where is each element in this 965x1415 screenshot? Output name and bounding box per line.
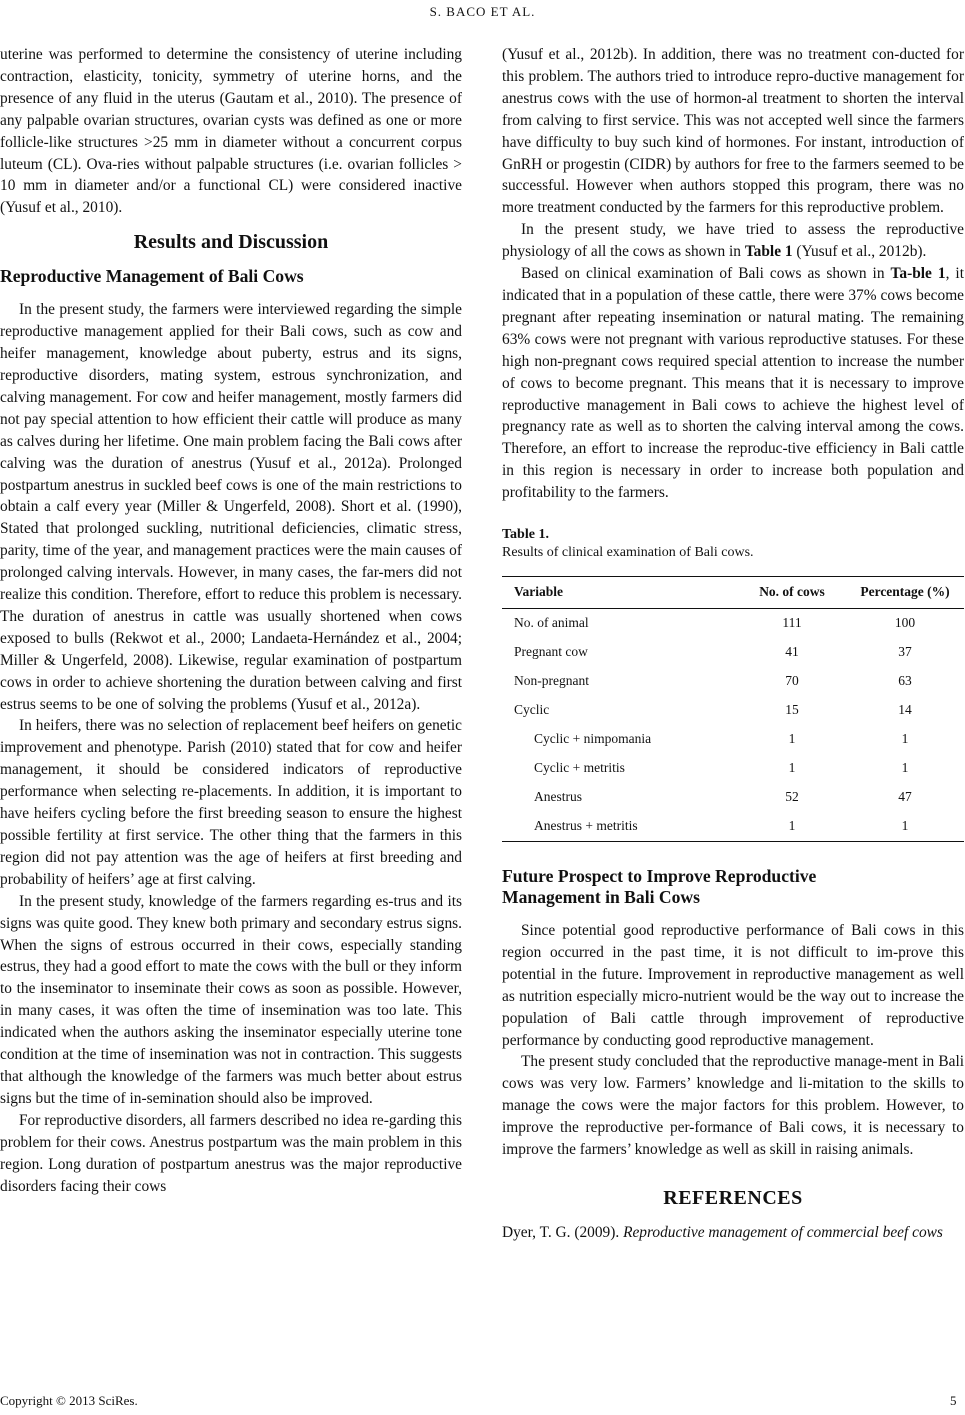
column-header: Percentage (%)	[846, 577, 964, 609]
page-number: 5	[950, 1393, 957, 1408]
subsection-title-line: Future Prospect to Improve Reproductive	[502, 866, 817, 887]
column-header: Variable	[502, 577, 738, 609]
cell-variable: Cyclic + nimpomania	[534, 731, 652, 747]
cell-variable: Cyclic	[514, 702, 550, 718]
table-row	[502, 812, 964, 842]
cell-count: 111	[782, 615, 802, 631]
paragraph: In the present study, the farmers were interviewed regarding the simple reproductive management applied for their Bali cows, such as cow and heifer management, knowledge about puberty, estrus and its signs, reproductive disorders, mating system, estrous synchronization, and calving management. For cow and heifer management, mostly farmers did not pay special attention to how efficient their cattle will produce as many as calves during her lifetime. One main problem facing the Bali cows after calving was the duration of anestrus (Yusuf et al., 2012a). Prolonged postpartum anestrus in suckled beef cows is one of the main restrictions to obtain a calf every year (Miller & Ungerfeld, 2008). Short et al. (1990), Stated that prolonged suckling, nutritional deficiencies, climatic stress, parity, time of the year, and management practices were the main causes of prolonged calving intervals. However, in many cases, the far-mers did not realize this condition. Therefore, effort to reduce this problem is necessary. The duration of anestrus in cattle was usually shortened when cows exposed to bulls (Rekwot et al., 2000; Landaeta-Hernández et al., 2004; Miller & Ungerfeld, 2008). Likewise, regular examination of postpartum cows in order to achieve shortening the duration between calving and first estrus seems to be one of solving the problems (Yusuf et al., 2012a).	[0, 301, 462, 713]
results-table	[502, 576, 964, 842]
cell-percent: 1	[901, 760, 909, 776]
intro-paragraph: uterine was performed to determine the consistency of uterine including contraction, elasticity, tonicity, symmetry of uterine horns, and the presence of any fluid in the uterus (Gautam et al., 2010). The presence of any palpable ovarian structures, ovarian cysts was defined as one or more follicle-like structures >25 mm in diameter without a concurrent corpus luteum (CL). Ova-ries without palpable structures (i.e. ovarian follicles > 10 mm in diameter and/or a functional CL) were considered inactive (Yusuf et al., 2010).	[0, 46, 462, 217]
paragraph: (Yusuf et al., 2012b). In addition, there was no treatment con-ducted for this problem. The authors tried to introduce repro-ductive management for anestrus cows with the use of hormon-al treatment to shorten the interval from calving to first service. This was not accepted well since the farmers have difficulty to buy such kind of hormones. For instant, introduction of GnRH or progestin (CIDR) by authors for free to the farmers seemed to be successful. However when authors stopped this program, there was no more treatment conducted by the farmers for this reproductive problem.	[502, 46, 964, 217]
subsection-title	[502, 866, 964, 908]
cell-count: 1	[738, 812, 846, 842]
cell-percent: 47	[898, 789, 912, 805]
cell-variable: No. of animal	[514, 615, 589, 631]
cell-count: 52	[785, 789, 799, 805]
cell-count: 1	[788, 760, 796, 776]
table-row	[502, 667, 964, 696]
subsection-title-line: Management in Bali Cows	[502, 887, 700, 908]
running-head: S. BACO ET AL.	[429, 4, 536, 19]
cell-variable: Pregnant cow	[514, 644, 588, 660]
cell-variable: Non-pregnant	[514, 673, 589, 689]
cell-percent: 1	[901, 731, 909, 747]
table-caption: Table 1.	[502, 527, 549, 543]
paragraph-text: Based on clinical examination of Bali cows as shown in	[521, 265, 891, 283]
table-reference-link[interactable]: Table 1	[744, 243, 793, 261]
table-header-row	[502, 577, 964, 609]
paragraph-text: (Yusuf et al., 2012b).	[792, 243, 927, 261]
reference-author: Dyer, T. G. (2009).	[502, 1224, 624, 1241]
paragraph	[502, 263, 964, 504]
copyright-notice: Copyright © 2013 SciRes.	[0, 1393, 138, 1408]
table-reference-link[interactable]: Ta-ble 1	[890, 265, 946, 283]
column-header: No. of cows	[738, 577, 846, 609]
table-row	[502, 725, 964, 754]
cell-variable: Anestrus	[534, 789, 582, 805]
table-row	[502, 609, 964, 639]
paragraph: The present study concluded that the reproductive manage-ment in Bali cows was very low. Farmers’ knowledge and li-mitation to the skills to manage the cows were the major factors for this problem. However, to improve the reproductive per-formance of Bali cows, it is necessary to improve the farmers’ knowledge as well as skill in raising animals.	[502, 1053, 964, 1159]
paragraph-text: In the present study, we have tried to assess the reproductive physiology of all the cows as shown in	[502, 221, 964, 261]
cell-percent: 14	[898, 702, 912, 718]
cell-variable: Anestrus + metritis	[502, 812, 738, 842]
table-row	[502, 754, 964, 783]
cell-count: 1	[788, 731, 796, 747]
section-title: Results and Discussion	[133, 231, 329, 254]
cell-variable: Cyclic + metritis	[534, 760, 625, 776]
paragraph: For reproductive disorders, all farmers described no idea re-garding this problem for their cows. Anestrus postpartum was the main problem in this region. Long duration of postpartum anestrus was the major reproductive disorders facing their cows	[0, 1111, 462, 1195]
table-description: Results of clinical examination of Bali cows.	[502, 545, 754, 561]
cell-percent: 1	[846, 812, 964, 842]
paragraph: In the present study, knowledge of the farmers regarding es-trus and its signs was quite good. They knew both primary and secondary estrus signs. When the signs of estrous occurred in their cows, especially standing estrus, they had a good effort to mate the cows with the bull or they inform to the inseminator to inseminate their cows as soon as possible. However, in many cases, it was often the time of insemination was too late. This indicated when the authors asking the inseminator especially uterine tone condition at the time of insemination was not in contraction. This suggests that although the knowledge of the farmers was much better about estrus signs but the time of in-semination should also be improved.	[0, 892, 462, 1107]
table-row	[502, 696, 964, 725]
cell-count: 41	[785, 644, 799, 660]
cell-percent: 63	[898, 673, 912, 689]
references-title: REFERENCES	[663, 1187, 803, 1209]
right-column	[502, 44, 964, 1244]
subsection-title: Reproductive Management of Bali Cows	[0, 266, 304, 287]
cell-count: 15	[785, 702, 799, 718]
reference-title: Reproductive management of commercial beef cows	[623, 1224, 943, 1241]
reference-entry	[502, 1222, 964, 1244]
paragraph: In heifers, there was no selection of replacement beef heifers on genetic improvement and phenotype. Parish (2010) stated that for cow and heifer management, it should be considered indicators of reproductive performance when selecting re-placements. In addition, it is important to have heifers cycling before the first breeding season to ensure the highest possible fertility at first service. The other thing that the farmers in this region did not pay attention was the age of heifers at first breeding and probability of heifers’ age at first calving.	[0, 717, 462, 888]
cell-count: 70	[785, 673, 799, 689]
table-row	[502, 783, 964, 812]
paragraph	[502, 219, 964, 263]
table-row	[502, 638, 964, 667]
cell-percent: 100	[894, 615, 916, 631]
paragraph-text: , it indicated that in a population of these cattle, there were 37% cows become pregnant after repeating insemination or natural mating. The remaining 63% cows were not pregnant with various reproductive statuses. For these high non-pregnant cows required special attention to increase the number of cows to become pregnant. This means that it is necessary to improve reproductive management in Bali cows to achieve the highest level of pregnancy rate as well as to shorten the calving interval among the cows. Therefore, an effort to increase the reproduc-tive efficiency in Bali cattle in this region is necessary in order to increase both population and profitability to the farmers.	[502, 265, 964, 502]
left-column	[0, 44, 462, 1197]
cell-percent: 37	[898, 644, 912, 660]
paragraph: Since potential good reproductive performance of Bali cows in this region occurred in the past time, it is not difficult to im-prove this potential in the future. Improvement in reproductive management as well as nutrition especially micro-nutrient would be the way out to increase the population of Bali cattle through improvement of reproductive performance by conducting good reproductive management.	[502, 922, 964, 1049]
